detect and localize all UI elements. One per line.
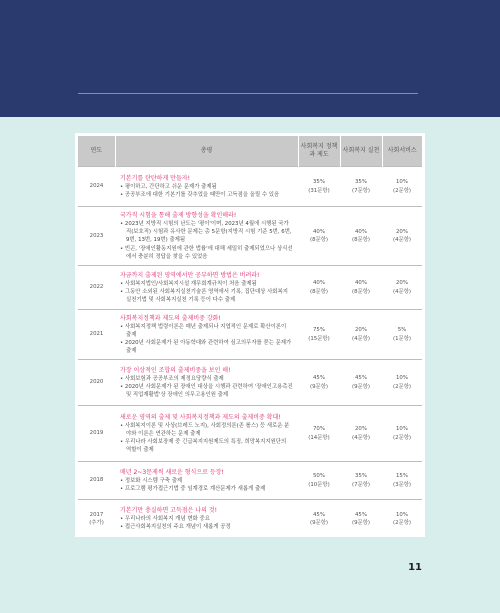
question-count: (9문항) <box>351 383 371 390</box>
question-count: (2문항) <box>392 434 412 441</box>
review-cell <box>115 500 298 538</box>
question-count: (9문항) <box>309 383 329 390</box>
table-row <box>78 462 422 500</box>
top-color-band <box>0 0 500 117</box>
table-row <box>78 406 422 462</box>
policy-share-cell <box>298 310 340 360</box>
review-point: • 정보화 시스템 구축 출제 <box>120 477 183 484</box>
band-divider-line <box>78 93 418 94</box>
share-percent: 45% <box>355 511 367 518</box>
question-count: (4문항) <box>351 434 371 441</box>
review-point: • 2020년 사회문제가 된 장애인 대상을 시행과 관련하여 '장애인고용촉진 및 직업재활법'상 장애인 의무고용인원 출제 <box>120 383 293 399</box>
services-share-cell <box>382 406 422 462</box>
review-cell <box>115 406 298 462</box>
policy-share-cell <box>298 406 340 462</box>
policy-share-cell <box>298 500 340 538</box>
review-point: • 2020년 사회문제가 된 아동학대와 관련하여 심고의무자를 묻는 문제가 출제 <box>120 340 292 355</box>
share-percent: 35% <box>355 179 367 186</box>
question-count: (7문항) <box>351 481 371 488</box>
services-share-cell <box>382 266 422 310</box>
question-count: (9문항) <box>309 519 329 526</box>
question-count: (8문항) <box>309 288 329 295</box>
table-row <box>78 360 422 406</box>
row-heading: 자금까지 출제된 영역에서만 공부하면 방법은 버려라! <box>120 271 260 279</box>
row-heading: 사회복지정책과 제도의 출제비중 강화! <box>120 314 221 322</box>
practice-share-cell <box>340 500 382 538</box>
share-percent: 70% <box>313 426 325 433</box>
question-count: (1문항) <box>392 335 412 342</box>
col-header-practice: 사회복지 실천 <box>340 136 382 167</box>
review-point: • 사회보험과 공공부조의 제정요당량식 출제 <box>120 375 224 382</box>
exam-trend-table <box>78 136 422 538</box>
share-percent: 10% <box>396 179 408 186</box>
policy-share-cell <box>298 462 340 500</box>
share-percent: 20% <box>396 228 408 235</box>
review-point: • 접근사회복지실천의 주요 개념이 새롭게 공정 <box>120 524 231 531</box>
share-percent: 35% <box>355 473 367 480</box>
year-cell: 2019 <box>78 406 115 462</box>
practice-share-cell <box>340 406 382 462</box>
share-percent: 40% <box>313 228 325 235</box>
review-point: • 공공부조에 대한 기본기를 갖추었을 때만이 고득점을 올릴 수 있음 <box>120 192 280 198</box>
share-percent: 10% <box>396 375 408 382</box>
question-count: (3문항) <box>392 481 412 488</box>
share-percent: 20% <box>355 426 367 433</box>
question-count: (10문항) <box>308 481 330 488</box>
share-percent: 20% <box>396 280 408 287</box>
table-row <box>78 266 422 310</box>
services-share-cell <box>382 310 422 360</box>
table-header-row <box>78 136 422 167</box>
share-percent: 35% <box>313 179 325 186</box>
practice-share-cell <box>340 266 382 310</box>
practice-share-cell <box>340 207 382 266</box>
row-heading: 새로운 영역의 출제 및 사회복지정책과 제도의 출제비중 확대! <box>120 413 281 421</box>
review-cell <box>115 207 298 266</box>
share-percent: 75% <box>313 327 325 334</box>
share-percent: 10% <box>396 426 408 433</box>
question-count: (4문항) <box>392 237 412 243</box>
practice-share-cell <box>340 360 382 406</box>
col-header-review: 총평 <box>115 136 298 167</box>
policy-share-cell <box>298 207 340 266</box>
review-point: • 사회복지법인/사회복지시설 재무회계규칙이 처음 출제됨 <box>120 280 257 287</box>
question-count: (31문항) <box>308 187 330 194</box>
question-count: (2문항) <box>392 519 412 526</box>
practice-share-cell <box>340 167 382 207</box>
share-percent: 50% <box>313 473 325 480</box>
year-cell: 2021 <box>78 310 115 360</box>
services-share-cell <box>382 360 422 406</box>
year-cell: 2023 <box>78 207 115 266</box>
share-percent: 10% <box>396 511 408 518</box>
question-count: (2문항) <box>392 187 412 194</box>
question-count: (4문항) <box>392 288 412 295</box>
question-count: (15문항) <box>308 335 330 342</box>
review-cell <box>115 167 298 207</box>
share-percent: 45% <box>313 375 325 382</box>
share-percent: 40% <box>355 280 367 287</box>
question-count: (9문항) <box>351 519 371 526</box>
row-heading: 가장 이상적인 조합의 출제비중을 보인 해! <box>120 366 231 374</box>
review-cell <box>115 310 298 360</box>
question-count: (7문항) <box>351 187 371 194</box>
table-row <box>78 167 422 207</box>
year-cell: 2024 <box>78 167 115 207</box>
row-heading: 국가직 시험을 통해 출제 방향성을 확인해라! <box>120 212 237 220</box>
question-count: (8문항) <box>351 237 371 243</box>
year-cell: 2020 <box>78 360 115 406</box>
share-percent: 40% <box>355 228 367 235</box>
year-cell: 2022 <box>78 266 115 310</box>
row-heading: 기본기를 탄탄하게 만들자! <box>120 174 190 182</box>
share-percent: 20% <box>355 327 367 334</box>
page-number: 11 <box>408 562 422 573</box>
review-point: • 우리나라 사회보장제 중 긴급복지지원제도의 특징, 희망복지지원단의 역할이 출제 <box>120 439 287 454</box>
share-percent: 40% <box>313 280 325 287</box>
policy-share-cell <box>298 360 340 406</box>
services-share-cell <box>382 167 422 207</box>
services-share-cell <box>382 462 422 500</box>
table-row <box>78 310 422 360</box>
review-point: • 빈곤, '장애인활동지원에 관한 법률'에 대해 세밀히 출제되었으나 상식선에서 충분히 정답을 찾을 수 있었음 <box>120 245 293 260</box>
question-count: (8문항) <box>309 237 329 243</box>
year-cell: 2018 <box>78 462 115 500</box>
review-point: • 사회복지이론 및 사상(브레드 노지), 사회정의론(존 롤스) 등 새로운 분야와 이론은 연관하는 문제 출제 <box>120 422 290 437</box>
review-cell <box>115 360 298 406</box>
col-header-year: 연도 <box>78 136 115 167</box>
row-heading: 기본기만 충실하면 고득점은 나의 것! <box>120 507 217 515</box>
practice-share-cell <box>340 462 382 500</box>
share-percent: 5% <box>397 327 407 334</box>
year-note: (추가) <box>89 519 104 526</box>
share-percent: 45% <box>313 511 325 518</box>
review-point: • 사회복지정책 법령이론은 매년 출제되나 지엽적인 문제로 확산이론이 출제 <box>120 323 287 338</box>
year-value: 2017 <box>89 511 104 518</box>
question-count: (2문항) <box>392 383 412 390</box>
review-point: • 그동안 소외된 사회복지실천기술론 영역에서 기록, 집단대상 사회복지실천기법 및 사회복지실천 기록 등이 다수 출제 <box>120 288 288 304</box>
table-row <box>78 207 422 266</box>
col-header-policy: 사회복지 정책과 제도 <box>298 136 340 167</box>
review-cell <box>115 462 298 500</box>
year-cell <box>78 500 115 538</box>
share-percent: 15% <box>396 473 408 480</box>
review-point: • 우리나라의 사회복지 개념 변화 중요 <box>120 516 210 523</box>
share-percent: 45% <box>355 375 367 382</box>
policy-share-cell <box>298 167 340 207</box>
review-point: • 프로그램 평가접근기법 중 임계경로 계산문제가 새롭게 출제 <box>120 486 266 492</box>
col-header-services: 사회서비스 <box>382 136 422 167</box>
row-heading: 매년 2~3문제씩 새로운 형식으로 등장! <box>120 468 224 476</box>
review-point: • 평이하고, 간단하고 쉬운 문제가 출제됨 <box>120 183 217 190</box>
question-count: (14문항) <box>308 434 330 441</box>
question-count: (8문항) <box>351 288 371 295</box>
question-count: (4문항) <box>351 335 371 342</box>
policy-share-cell <box>298 266 340 310</box>
review-cell <box>115 266 298 310</box>
practice-share-cell <box>340 310 382 360</box>
table-row <box>78 500 422 538</box>
services-share-cell <box>382 207 422 266</box>
services-share-cell <box>382 500 422 538</box>
review-point: • 2023년 지방직 시험의 난도는 '평이'이며, 2023년 4월에 시행된 국가직(보호직) 시험과 유사한 문제는 총 5문항(지방직 시험 기준 5번, 6번, 9번, 13번, 19번) 출제됨 <box>120 221 292 244</box>
